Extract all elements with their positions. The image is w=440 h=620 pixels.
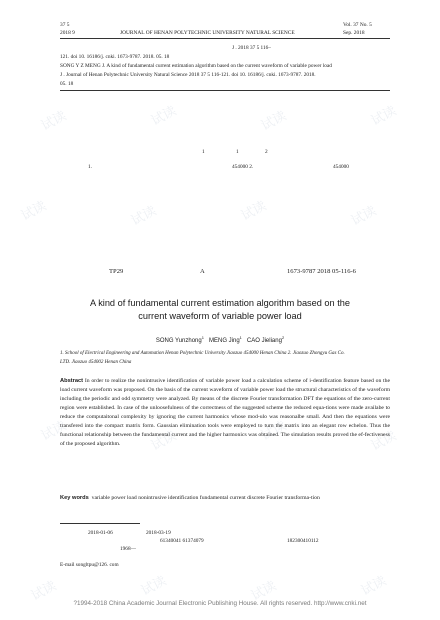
affiliation-line2: LTD. Jiaozuo 454002 Henan China: [60, 360, 132, 365]
email: E-mail songltpu@126. com: [60, 562, 119, 568]
article-id: 1673-9787 2018 05-116-6: [287, 268, 356, 275]
author-2: MENG Jing: [208, 338, 240, 344]
header-vol-no: Vol. 37 No. 5: [343, 22, 372, 28]
author-3: CAO Jieliang: [246, 338, 282, 344]
watermark-mark: 试读: [148, 103, 179, 129]
watermark-mark: 试读: [128, 203, 159, 229]
affil-label-1: 1.: [88, 164, 92, 170]
watermark-mark: 试读: [38, 108, 69, 134]
watermark-mark: 试读: [38, 418, 69, 444]
author-2-sup: 1: [239, 335, 242, 340]
revised-date: 2018-03-19: [146, 530, 171, 536]
citation-en-line3: 05. 18: [60, 81, 74, 87]
copyright-line: ?1994-2018 China Academic Journal Electronic Publishing House. All rights reserved. http://www.cnki.net: [73, 600, 367, 607]
author-1-sup: 1: [201, 335, 204, 340]
citation-en-line2: J . Journal of Henan Polytechnic University Natural Science 2018 37 5 116-121. doi 10. 16186/j. cnki. 1673-9787. 2018.: [60, 72, 316, 78]
birth-year: 1968—: [120, 546, 136, 552]
received-date: 2018-01-06: [88, 530, 113, 536]
watermark-mark: 试读: [148, 428, 179, 454]
keywords-text: variable power load nonintrusive identification fundamental current discrete Fourier transforma-tion: [91, 495, 320, 501]
watermark-mark: 试读: [138, 573, 169, 599]
citation-cn-line1: J . 2018 37 5 116–: [232, 45, 271, 51]
watermark-mark: 试读: [368, 428, 399, 454]
affil-zip-2: 454000: [333, 164, 349, 170]
watermark-mark: 试读: [238, 198, 269, 224]
affil-sup-3: 2: [265, 149, 268, 155]
watermark-mark: 试读: [18, 198, 49, 224]
citation-cn-line2: 121. doi 10. 16186/j. cnki. 1673-9787. 2018. 05. 18: [60, 54, 170, 60]
journal-name: JOURNAL OF HENAN POLYTECHNIC UNIVERSITY NATURAL SCIENCE: [120, 30, 295, 36]
header-date: 2018 9: [60, 30, 75, 36]
watermark-mark: 试读: [348, 203, 379, 229]
watermark-mark: 试读: [358, 573, 389, 599]
abstract-label: Abstract: [60, 378, 84, 384]
english-authors: [0, 335, 440, 344]
footnote-rule: [60, 523, 140, 524]
english-title-text: A kind of fundamental current estimation algorithm based on the current waveform of variable power load: [90, 298, 350, 321]
author-1: SONG Yunzhong: [155, 338, 202, 344]
header-volume: 37 5: [60, 22, 70, 28]
watermark-mark: 试读: [368, 103, 399, 129]
fund-number-2: 182300410112: [287, 538, 319, 544]
watermark-mark: 试读: [248, 578, 279, 604]
abstract-block: [60, 377, 390, 449]
clc-number: TP29: [109, 268, 124, 275]
citation-en-line1: SONG Y Z MENG J. A kind of fundamental current estimation algorithm based on the current waveform of variable power load: [60, 63, 332, 69]
watermark-mark: 试读: [258, 418, 289, 444]
keywords-block: [60, 494, 390, 503]
citation-rule: [60, 90, 390, 91]
affil-zip-1: 454000 2.: [232, 164, 254, 170]
english-title: [0, 297, 440, 323]
affil-sup-2: 1: [236, 149, 239, 155]
watermark-mark: 试读: [258, 108, 289, 134]
affil-sup-1: 1: [202, 149, 205, 155]
author-3-sup: 2: [281, 335, 285, 340]
header-rule: [60, 38, 390, 39]
header-month: Sep. 2018: [343, 30, 365, 36]
document-code: A: [200, 268, 205, 275]
fund-numbers: 61340041 61374079: [160, 538, 204, 544]
affiliation-line1: 1. School of Electrical Engineering and Automation Henan Polytechnic University Jiaozuo 454000 Henan China 2. Jiaozuo Zhongyu Gas Co.: [60, 351, 345, 356]
abstract-text: In order to realize the nonintrusive identification of variable power load a calculation scheme of i-dentification feature based on the load current waveform was proposed. On the basis of the current waveform of variable power load the structural characteristics of the waveform including the periodic and odd symmetry were analyzed. By means of the discrete Fourier transformation DFT the equations of the zero-current region were established. In case of the unloosefulness of the correctness of the suggested scheme the reduced equa-tions were made availabe to reduce the computaitonal complexity by ignoring the current harmonics whose mod-ulo was reasonalbe small. And then the equations were transfered into the compact matrix form. Gaussian elimination tools were employed to turn the matrix into an elegant row echelon. Thus the functional relationship between the fundamental current and the higher harmonics was obtained. The simulation results proved the ef-fectiveness of the proposed algorithm.: [60, 378, 390, 447]
watermark-mark: 试读: [28, 578, 59, 604]
keywords-label: Key words: [60, 495, 89, 501]
